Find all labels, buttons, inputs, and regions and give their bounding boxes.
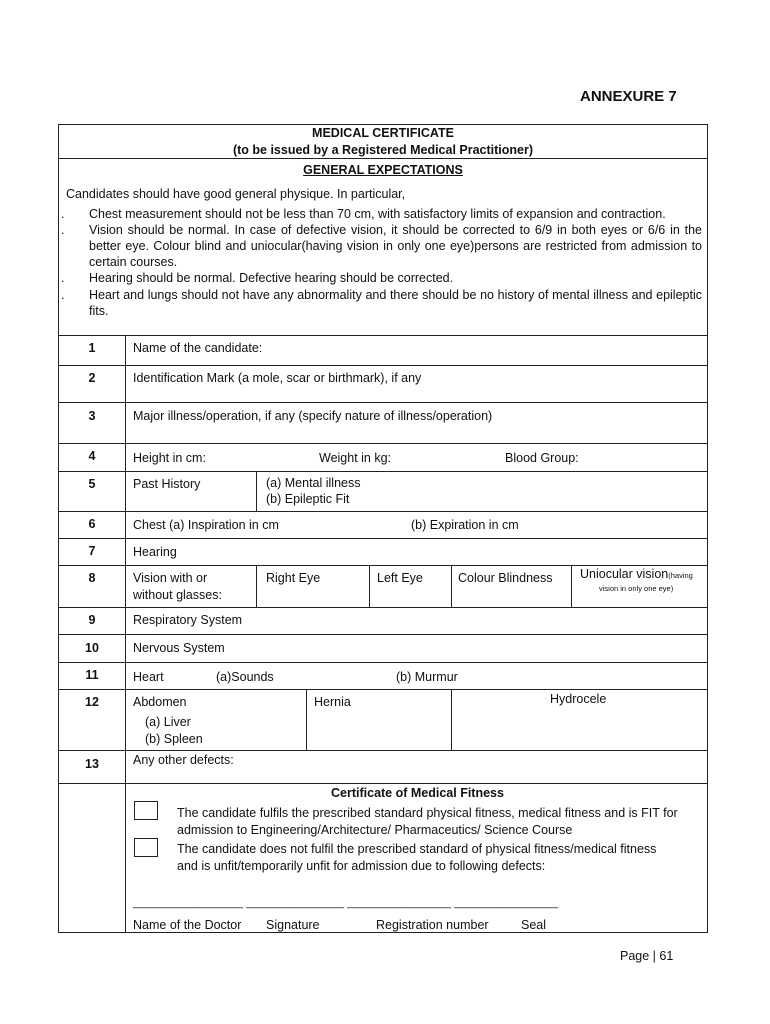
chest-inspiration-label: Chest (a) Inspiration in cm — [133, 518, 279, 532]
past-history-label: Past History — [133, 477, 201, 491]
seal-label: Seal — [521, 918, 547, 932]
liver-label: (a) Liver — [145, 715, 191, 729]
hernia-label: Hernia — [314, 695, 351, 709]
medical-certificate-form — [58, 124, 708, 933]
row-number: 4 — [88, 449, 96, 463]
other-defects-label: Any other defects: — [133, 753, 234, 767]
expectation-item — [61, 207, 702, 223]
divider — [59, 634, 707, 635]
expectation-item — [61, 288, 702, 320]
heart-label: Heart — [133, 670, 164, 684]
bullet: . — [61, 207, 65, 221]
divider — [571, 565, 572, 607]
expectation-item — [61, 271, 702, 287]
divider — [256, 565, 257, 607]
page-number: Page | 61 — [620, 949, 674, 963]
divider — [59, 471, 707, 472]
epileptic-fit-label: (b) Epileptic Fit — [266, 492, 350, 506]
expectation-text: Hearing should be normal. Defective hearing should be corrected. — [89, 271, 454, 285]
divider — [59, 158, 707, 159]
annexure-label: ANNEXURE 7 — [580, 88, 677, 105]
row-number: 13 — [85, 757, 99, 771]
row-number: 10 — [85, 641, 99, 655]
row-number: 9 — [88, 613, 96, 627]
unfit-checkbox[interactable] — [134, 838, 158, 857]
row-number: 7 — [88, 544, 96, 558]
row-number: 8 — [88, 571, 96, 585]
fit-statement-line1: The candidate fulfils the prescribed standard physical fitness, medical fitness and is FIT for — [177, 806, 678, 820]
uniocular-vision-text: Uniocular vision — [580, 567, 669, 581]
divider — [59, 335, 707, 336]
fitness-certificate-title: Certificate of Medical Fitness — [331, 786, 504, 800]
row-number: 11 — [85, 668, 99, 682]
divider — [59, 662, 707, 663]
hearing-label: Hearing — [133, 545, 177, 559]
divider — [451, 689, 452, 750]
nervous-system-label: Nervous System — [133, 641, 225, 655]
form-title: MEDICAL CERTIFICATE — [312, 126, 454, 140]
signature-lines: __________________ ________________ _________________ _________________ — [133, 897, 559, 909]
row-number: 6 — [88, 517, 96, 531]
heart-sounds-label: (a)Sounds — [216, 670, 274, 684]
spleen-label: (b) Spleen — [145, 732, 203, 746]
unfit-statement-line2: and is unfit/temporarily unfit for admission due to following defects: — [177, 859, 546, 873]
registration-number-label: Registration number — [376, 918, 489, 932]
divider — [59, 783, 707, 784]
expectation-item — [61, 223, 702, 270]
row-number: 2 — [88, 371, 96, 385]
expectation-text: Vision should be normal. In case of defective vision, it should be corrected to 6/9 in both eyes or 6/6 in the better eye. Colour blind and uniocular(having vision in only one eye)persons are restricted from admission to certain courses. — [89, 223, 702, 269]
expectation-text: Heart and lungs should not have any abnormality and there should be no history of mental illness and epileptic fits. — [89, 288, 702, 318]
row-number: 1 — [88, 341, 96, 355]
row-number: 3 — [88, 409, 96, 423]
divider — [59, 538, 707, 539]
form-subtitle: (to be issued by a Registered Medical Practitioner) — [232, 143, 534, 157]
uniocular-note-1: (having — [668, 571, 693, 580]
abdomen-label: Abdomen — [133, 695, 187, 709]
unfit-statement-line1: The candidate does not fulfil the prescribed standard of physical fitness/medical fitness — [177, 842, 657, 856]
expectation-text: Chest measurement should not be less than 70 cm, with satisfactory limits of expansion and contraction. — [89, 207, 666, 221]
uniocular-note-2: vision in only one eye) — [599, 584, 674, 593]
divider — [59, 607, 707, 608]
general-expectations-heading: GENERAL EXPECTATIONS — [303, 163, 463, 177]
divider — [59, 365, 707, 366]
general-intro: Candidates should have good general physique. In particular, — [66, 187, 406, 201]
respiratory-system-label: Respiratory System — [133, 613, 243, 627]
divider — [451, 565, 452, 607]
uniocular-vision-label — [580, 567, 693, 581]
divider — [59, 511, 707, 512]
left-eye-label: Left Eye — [377, 571, 423, 585]
number-column-divider — [125, 335, 126, 933]
divider — [59, 402, 707, 403]
right-eye-label: Right Eye — [266, 571, 321, 585]
candidate-name-label: Name of the candidate: — [133, 341, 263, 355]
divider — [59, 689, 707, 690]
divider — [59, 750, 707, 751]
bullet: . — [61, 223, 65, 237]
divider — [369, 565, 370, 607]
blood-group-label: Blood Group: — [505, 451, 579, 465]
divider — [256, 471, 257, 511]
hydrocele-label: Hydrocele — [550, 692, 607, 706]
major-illness-label: Major illness/operation, if any (specify nature of illness/operation) — [133, 409, 493, 423]
divider — [59, 565, 707, 566]
weight-label: Weight in kg: — [319, 451, 392, 465]
bullet: . — [61, 271, 65, 285]
divider — [59, 443, 707, 444]
bullet: . — [61, 288, 65, 302]
fit-statement-line2: admission to Engineering/Architecture/ Pharmaceutics/ Science Course — [177, 823, 573, 837]
doctor-name-label: Name of the Doctor — [133, 918, 242, 932]
vision-label-line2: without glasses: — [133, 588, 222, 602]
heart-murmur-label: (b) Murmur — [396, 670, 458, 684]
signature-label: Signature — [266, 918, 320, 932]
identification-mark-label: Identification Mark (a mole, scar or birthmark), if any — [133, 371, 422, 385]
row-number: 12 — [85, 695, 99, 709]
height-label: Height in cm: — [133, 451, 206, 465]
row-number: 5 — [88, 477, 96, 491]
colour-blindness-label: Colour Blindness — [458, 571, 553, 585]
chest-expiration-label: (b) Expiration in cm — [411, 518, 519, 532]
fit-checkbox[interactable] — [134, 801, 158, 820]
mental-illness-label: (a) Mental illness — [266, 476, 361, 490]
divider — [306, 689, 307, 750]
vision-label-line1: Vision with or — [133, 571, 208, 585]
